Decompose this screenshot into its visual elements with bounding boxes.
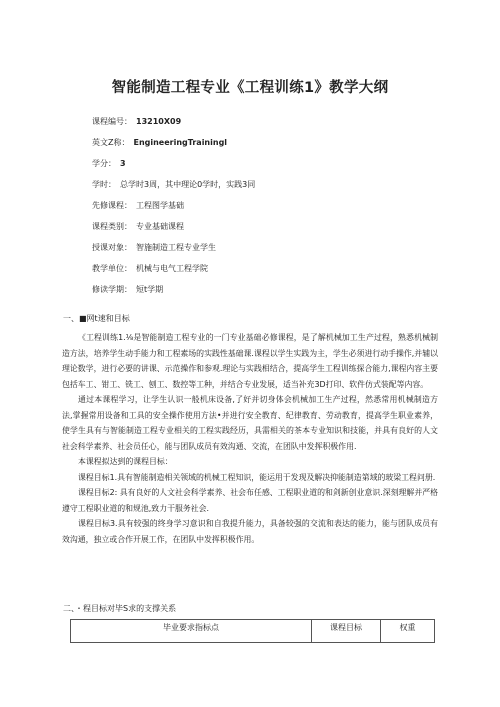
section-heading: 一、■网t速和目标 [63, 314, 130, 323]
meta-label: 课程类别： [92, 222, 132, 231]
meta-row [92, 179, 257, 200]
meta-row [92, 200, 257, 221]
meta-value: 机械与电气工程学院 [136, 264, 208, 273]
meta-row [92, 116, 257, 137]
table-header-cell: 权重 [381, 620, 435, 643]
course-meta [92, 116, 257, 305]
table-header-cell: 毕业要求指标点 [71, 620, 312, 643]
paragraph: 课程目标1.具有智能制造相关领域的机械工程知识，能运用于发现及解决抑能制造第域的玻梁工程问册. [78, 472, 436, 482]
page-title: 智能制造工程专业《工程训练1》教学大纲 [111, 80, 389, 96]
meta-label: 教学单位： [92, 264, 132, 273]
table-header-row [71, 620, 435, 643]
paragraph: 课程目标2: 具有良好的人文社会科学素养、社会布任感、工程职业道的和剑新创业意识.深刻理解并严格遵守工程职业道的和规池,致力干服务社会. [62, 488, 438, 513]
meta-label: 英文Z称： [92, 138, 130, 147]
meta-label: 授课对象： [92, 243, 132, 252]
meta-value: EngineeringTrainingl [133, 138, 228, 147]
section-heading: 二、・程目标对毕S求的支撑关系 [63, 604, 177, 613]
meta-value: 短t学期 [136, 285, 164, 294]
meta-row [92, 221, 257, 242]
paragraph: 本课程拟达到的课程目标： [78, 457, 173, 466]
meta-value: 工程图学基础 [136, 201, 184, 210]
meta-row [92, 242, 257, 263]
meta-label: 学分： [92, 159, 116, 168]
meta-label: 课程编号： [92, 117, 132, 126]
meta-label: 修读学期： [92, 285, 132, 294]
paragraph: 课程目标3.具有较强的终身学习意识和自我提升能力，具备较强的交流和表达的能力，能与团队成员有效沟通，独立或合作开展工作，在团队中发挥积极作用。 [62, 519, 438, 544]
paragraph: 《工程训练1.⅛是智能制造工程专业的一门专业基础必修课程，是了解机械加工生产过程，熟悉机械制造方法，培养学生动手能力和工程素场的实践性基础课.课程以学生实践为主，学生必须进行动手操作,并辅以理论数学，进行必要的讲课、示范操作和参观.理论与实践相结合，提高学生工程训练探合能力,课程内容主要包括车工、钳工、铣工、刨工、数控等工种，并结合专业发展，适当补充3D打印、软件仿式装配等内容。 [62, 333, 438, 389]
meta-row [92, 284, 257, 305]
table-header-cell: 课程目标 [312, 620, 381, 643]
meta-row [92, 158, 257, 179]
meta-row [92, 263, 257, 284]
meta-label: 学时： [92, 180, 116, 189]
meta-label: 先修课程： [92, 201, 132, 210]
section-body [62, 330, 438, 547]
meta-value: 13210X09 [136, 117, 182, 126]
meta-value: 专业基础课程 [136, 222, 184, 231]
meta-row [92, 137, 257, 158]
meta-value: 总学时3周，其中理论0学时，实践3同 [120, 180, 256, 189]
support-table [70, 619, 435, 643]
paragraph: 通过本课程学习，让学生认识一般机床设备,了好并切身体会机械加工生产过程，然悉常用机械制造方法,掌握常用设备和工具的安全操作使用方法•并进行安全教育、纪律教育、劳动教育，提高学生职业素养，使学生具有与智能制造工程专业相关的工程实践经历，具需相关的茶本专业知识和技能，并具有良好的人文社会科学素养、社会员任心，能与团队成员有效沟通、交流，在团队中发挥积极作用. [62, 395, 438, 451]
meta-value: 智施制造工程专业学生 [136, 243, 216, 252]
meta-value: 3 [120, 159, 126, 168]
